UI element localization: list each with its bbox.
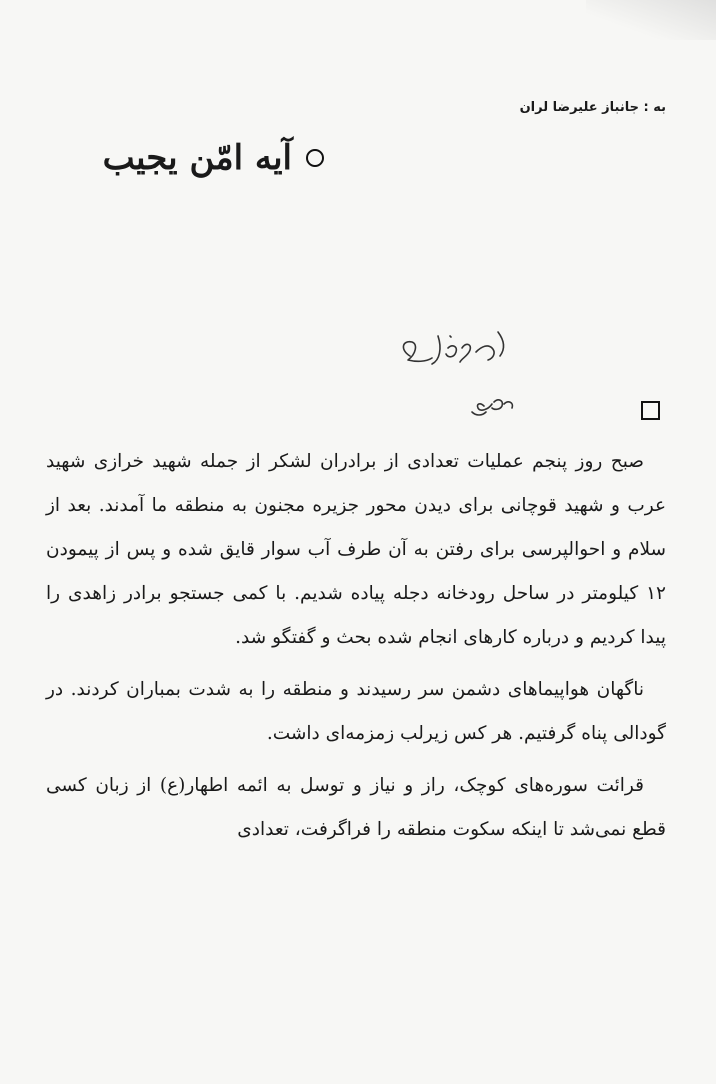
chapter-title: آیه امّن یجیب — [102, 138, 292, 178]
dedication-line: به : جانباز علیرضا لران — [519, 100, 666, 115]
circle-bullet-icon — [306, 149, 324, 167]
title-row — [103, 136, 324, 180]
square-bullet-icon — [641, 401, 660, 420]
paragraph-1: صبح روز پنجم عملیات تعدادی از برادران لشکر از جمله شهید خرازی شهید عرب و شهید قوچانی برای دیدن محور جزیره مجنون به منطقه ما آمدند. بعد از سلام و احوالپرسی برای رفتن به آن طرف آب سوار قایق شده و پس از پیمودن ۱۲ کیلومتر در ساحل رودخانه دجله پیاده شدیم. با کمی جستجو برادر زاهدی را پیدا کردیم و درباره کارهای انجام شده بحث و گفتگو شد. — [46, 451, 666, 648]
paragraph-3: قرائت سوره‌های کوچک، راز و نیاز و توسل به ائمه اطهار(ع) از زبان کسی قطع نمی‌شد تا اینکه سکوت منطقه را فراگرفت، تعدادی — [46, 775, 666, 840]
handwriting-ink-icon — [396, 318, 516, 428]
handwritten-annotation — [396, 318, 516, 428]
paragraph-2: ناگهان هواپیماهای دشمن سر رسیدند و منطقه را به شدت بمباران کردند. در گودالی پناه گرفتیم. هر کس زیرلب زمزمه‌ای داشت. — [46, 679, 666, 744]
body-text — [46, 440, 666, 860]
page-corner-shadow — [586, 0, 716, 40]
